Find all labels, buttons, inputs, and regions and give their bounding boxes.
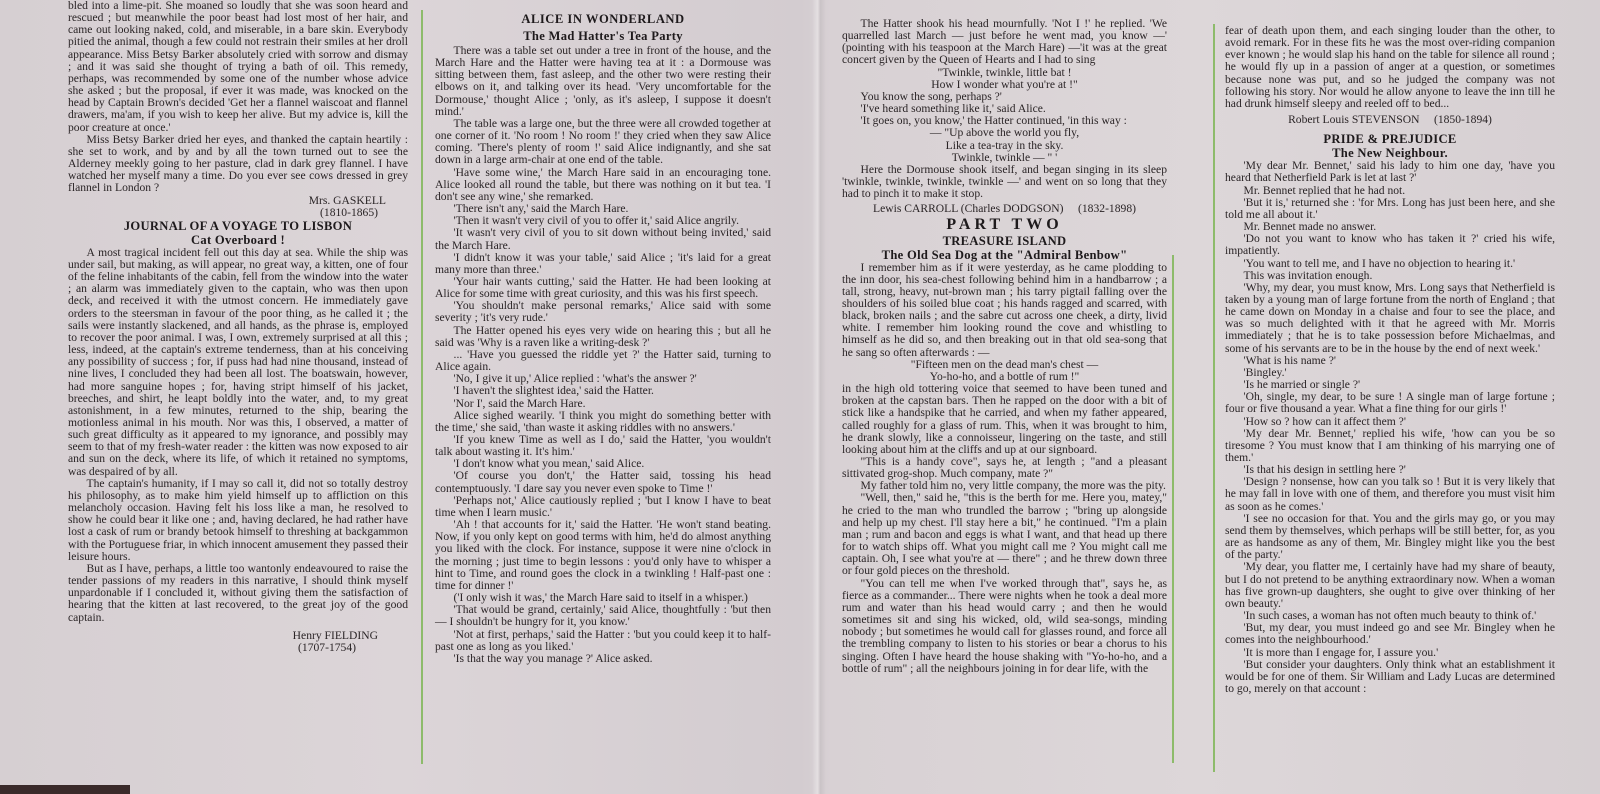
pride-prejudice-paragraph: 'Do not you want to know who has taken it ?' cried his wife, impatiently. <box>1225 232 1555 258</box>
alice-paragraph: Alice sighed wearily. 'I think you might do something better with the time,' she said, 'than waste it asking riddles with no answers.' <box>435 408 771 434</box>
section-title: TREASURE ISLAND <box>942 233 1067 248</box>
column-rule-right <box>1213 24 1215 772</box>
pride-prejudice-paragraph: 'But it is,' returned she : 'for Mrs. Long has just been here, and she told me all about it.' <box>1225 195 1555 221</box>
column-rule-left <box>421 10 423 764</box>
section-title: PRIDE & PREJUDICE <box>1323 132 1457 147</box>
alice-paragraph: The table was a large one, but the three were all crowded together at one corner of it. 'No room ! No room !' they cried when they saw Alice coming. 'There's plenty of room !' said Alice indignantly, and she sat down in a large arm-chair at one end of the table. <box>435 116 771 167</box>
alice-paragraph: 'Is that the way you manage ?' Alice asked. <box>453 651 653 665</box>
alice-paragraph: ('I only wish it was,' the March Hare said to itself in a whisper.) <box>453 591 748 605</box>
treasure-paragraph: "You can tell me when I've worked through that", says he, as fierce as a commander... There were nights when he took a deal more rum and water than his head would carry ; and then he would sometimes sit and sing his wicked, old, wild sea-songs, minding nobody ; but sometimes he would call for glasses round, and force all the trembling company to listen to his stories or bear a chorus to his singing. Often I have heard the house shaking with "Yo-ho-ho, and a bottle of rum" ; all the neighbours joining in for dear life, with the <box>842 576 1167 675</box>
pride-prejudice-paragraph: 'I see no occasion for that. You and the girls may go, or you may send them by themselves, which perhaps will be still better, for, as you are as handsome as any of them, Mr. Bingley might like you the best of the party.' <box>1225 511 1555 562</box>
verse-line: Twinkle, twinkle — " ' <box>951 150 1058 164</box>
section-subtitle: The New Neighbour. <box>1332 146 1448 161</box>
alice-paragraph: 'I haven't the slightest idea,' said the Hatter. <box>453 384 654 398</box>
alice-paragraph: ... 'Have you guessed the riddle yet ?' the Hatter said, turning to Alice again. <box>435 347 771 374</box>
alice-paragraph: 'Your hair wants cutting,' said the Hatter. He had been looking at Alice for some time with great curiosity, and this was his first speech. <box>435 274 771 301</box>
part-title: PART TWO <box>946 215 1063 233</box>
treasure-paragraph: fear of death upon them, and each singing louder than the other, to avoid remark. For in these fits he was the most over-riding companion ever known ; he would slap his hand on the table for silence all round ; he would fly up in a passion of anger at a question, or sometimes because none was put, and so he judged the company was not following his story. Nor would he allow anyone to leave the inn till he had drunk himself sleepy and reeled off to bed... <box>1225 24 1555 110</box>
treasure-paragraph: in the high old tottering voice that seemed to have been tuned and broken at the capstan bars. Then he rapped on the door with a bit of stick like a handspike that he carried, and when my father appeared, called roughly for a glass of rum. This, when it was brought to him, he drank slowly, like a connoisseur, lingering on the taste, and still looking about him at the cliffs and up at our signboard. <box>842 382 1167 456</box>
author-dates: (1707-1754) <box>298 640 356 654</box>
center-fold <box>812 0 826 794</box>
column-2 <box>435 12 771 665</box>
pride-prejudice-paragraph: 'My dear, you flatter me, I certainly have had my share of beauty, but I do not pretend to be anything extraordinary now. When a woman has five grown-up daughters, she ought to give over thinking of her own beauty.' <box>1225 560 1555 610</box>
pride-prejudice-paragraph: 'Oh, single, my dear, to be sure ! A single man of large fortune ; four or five thousand a year. What a fine thing for our girls !' <box>1225 390 1555 416</box>
alice-paragraph: 'Not at first, perhaps,' said the Hatter : 'but you could keep it to half-past one as long as you liked.' <box>435 627 771 653</box>
section-title: JOURNAL OF A VOYAGE TO LISBON <box>123 218 353 233</box>
alice-paragraph: 'Then it wasn't very civil of you to offer it,' said Alice angrily. <box>453 214 739 228</box>
pride-prejudice-paragraph: 'My dear Mr. Bennet,' replied his wife, 'how can you be so tiresome ? You must know that I am thinking of his marrying one of them.' <box>1225 426 1555 464</box>
pride-prejudice-paragraph: 'My dear Mr. Bennet,' said his lady to him one day, 'have you heard that Netherfield Park is let at last ?' <box>1225 159 1555 185</box>
background-edge <box>0 785 130 794</box>
alice-paragraph: 'Have some wine,' the March Hare said in an encouraging tone. Alice looked all round the table, but there was nothing on it but tea. 'I don't see any wine,' she remarked. <box>435 165 771 203</box>
author-signature: Henry FIELDING <box>292 628 378 642</box>
pride-prejudice-paragraph: 'What is his name ?' <box>1243 353 1336 367</box>
verse-line: Like a tea-tray in the sky. <box>945 138 1064 152</box>
pride-prejudice-paragraph: 'It is more than I engage for, I assure you.' <box>1243 645 1439 659</box>
section-title: ALICE IN WONDERLAND <box>521 12 685 26</box>
section-subtitle: The Old Sea Dog at the "Admiral Benbow" <box>881 247 1128 262</box>
verse-line: "Fifteen men on the dead man's chest — <box>910 357 1099 371</box>
pride-prejudice-paragraph: 'In such cases, a woman has not often much beauty to think of.' <box>1243 609 1537 623</box>
pride-prejudice-paragraph: 'Is he married or single ?' <box>1243 378 1361 392</box>
hatter-paragraph: You know the song, perhaps ?' <box>860 89 1002 103</box>
verse-line: Yo-ho-ho, and a bottle of rum !" <box>929 369 1080 383</box>
pride-prejudice-paragraph: This was invitation enough. <box>1243 268 1373 282</box>
alice-paragraph: 'That would be grand, certainly,' said Alice, thoughtfully : 'but then — I shouldn't be hungry for it, you know.' <box>435 603 771 629</box>
alice-paragraph: 'There isn't any,' said the March Hare. <box>453 202 629 216</box>
column-1 <box>68 0 408 654</box>
alice-paragraph: 'Ah ! that accounts for it,' said the Hatter. 'He won't stand beating. Now, if you only kept on good terms with him, he'd do almost anything you liked with the clock. For instance, suppose it were nine o'clock in the morning ; just time to begin lessons : you'd only have to whisper a hint to Time, and round goes the clock in a twinkling ! Half-past one : time for dinner !' <box>435 518 771 592</box>
alice-text <box>435 45 771 665</box>
pride-prejudice-paragraph: 'But consider your daughters. Only think what an establishment it would be for one of them. Sir William and Lady Lucas are determined to go, merely on that account : <box>1225 657 1555 695</box>
author-signature: Robert Louis STEVENSON (1850-1894) <box>1288 113 1492 127</box>
pride-prejudice-paragraph: 'Bingley.' <box>1243 365 1287 379</box>
pride-prejudice-paragraph: Mr. Bennet made no answer. <box>1243 220 1377 234</box>
verse-line: How I wonder what you're at !" <box>931 77 1078 91</box>
author-signature: Lewis CARROLL (Charles DODGSON) (1832-1898) <box>873 202 1136 216</box>
column-4 <box>1225 25 1555 695</box>
pride-prejudice-paragraph: 'Is that his design in settling here ?' <box>1243 463 1406 477</box>
section-subtitle: The Mad Hatter's Tea Party <box>523 29 683 43</box>
column-3 <box>842 18 1167 675</box>
gaskell-paragraph: Miss Betsy Barker dried her eyes, and thanked the captain heartily : she set to work, and by and by all the town turned out to see the Alderney meekly going to her pasture, clad in dark grey flannel. I have watched her myself many a time. Do you ever see cows dressed in grey flannel in London ? <box>68 132 408 195</box>
pride-prejudice-paragraph: 'You want to tell me, and I have no objection to hearing it.' <box>1243 256 1516 270</box>
pride-prejudice-paragraph: 'Why, my dear, you must know, Mrs. Long says that Netherfield is taken by a young man of large fortune from the north of England ; that he came down on Monday in a chaise and four to see the place, and was so much delighted with it that he agreed with Mr. Morris immediately ; that he is to take possession before Michaelmas, and some of his servants are to be in the house by the end of next week.' <box>1225 280 1555 355</box>
pride-prejudice-paragraph: Mr. Bennet replied that he had not. <box>1243 183 1406 197</box>
pride-prejudice-text <box>1225 160 1555 695</box>
hatter-paragraph: 'It goes on, you know,' the Hatter continued, 'in this way : <box>860 114 1127 128</box>
section-subtitle: Cat Overboard ! <box>190 232 286 247</box>
verse-line: — "Up above the world you fly, <box>929 126 1080 140</box>
column-rule-mid <box>1172 255 1174 763</box>
treasure-paragraph: My father told him no, very little company, the more was the pity. <box>860 479 1166 493</box>
author-dates: (1810-1865) <box>320 205 378 219</box>
lisbon-paragraph: A most tragical incident fell out this day at sea. While the ship was under sail, but making, as will appear, no great way, a kitten, one of four of the feline inhabitants of the cabin, fell from the window into the water ; an alarm was immediately given to the captain, who was then upon deck, and received it with the utmost concern. He immediately gave orders to the steersman in favour of the poor thing, as he called it ; the sails were instantly slackened, and all hands, as the phrase is, employed to recover the poor animal. I was, I own, extremely surprised at all this ; less, indeed, at the captain's extreme tenderness, than at his conceiving any possibility of success ; for, if puss had had nine thousand, instead of nine lives, I concluded they had been all lost. The boatswain, however, had more sanguine hopes ; for, having stript himself of his jacket, breeches, and shirt, he leapt boldly into the water, and, to my great astonishment, in a few minutes, returned to the ship, bearing the motionless animal in his mouth. Nor was this, I observed, a matter of such great difficulty as it appeared to my ignorance, and possibly may seem to that of my fresh-water reader : the kitten was now exposed to air and sun on the deck, where its life, of which it retained no symptoms, was despaired of by all. <box>68 245 408 478</box>
verse-line: "Twinkle, twinkle, little bat ! <box>937 65 1072 79</box>
lisbon-paragraph: But as I have, perhaps, a little too wantonly endeavoured to raise the tender passions of my readers in this narrative, I should think myself unpardonable if I concluded it, without giving them the satisfaction of hearing that the kitten at last recovered, to the great joy of the good captain. <box>68 561 408 624</box>
pride-prejudice-paragraph: 'But, my dear, you must indeed go and see Mr. Bingley when he comes into the neighbourhood.' <box>1225 621 1555 647</box>
dormouse-paragraph: Here the Dormouse shook itself, and began singing in its sleep 'twinkle, twinkle, twinkle, twinkle —' and went on so long that they had to pinch it to make it stop. <box>842 162 1167 201</box>
treasure-paragraph: "This is a handy cove", says he, at length ; "and a pleasant sittivated grog-shop. Much company, mate ?" <box>842 455 1167 481</box>
treasure-paragraph: "Well, then," said he, "this is the berth for me. Here you, matey," he cried to the man who trundled the barrow ; "bring up alongside and help up my chest. I'll stay here a bit," he continued. "I'm a plain man ; rum and bacon and eggs is what I want, and that head up there for to watch ships off. What you might call me ? You might call me captain. Oh, I see what you're at — there" ; and he threw down three or four gold pieces on the threshold. <box>842 491 1167 578</box>
treasure-paragraph: I remember him as if it were yesterday, as he came plodding to the inn door, his sea-chest following behind him in a handbarrow ; a tall, strong, heavy, nut-brown man ; his tarry pigtail falling over the shoulders of his soiled blue coat ; his hands ragged and scarred, with black, broken nails ; and the sabre cut across one cheek, a dirty, livid white. I remember him looking round the cove and whistling to himself as he did so, and then breaking out in that old sea-song that he sang so often afterwards : — <box>842 260 1167 359</box>
pride-prejudice-paragraph: 'Design ? nonsense, how can you talk so ! But it is very likely that he may fall in love with one of them, and therefore you must visit him as soon as he comes.' <box>1225 475 1555 513</box>
gaskell-paragraph: bled into a lime-pit. She moaned so loudly that she was soon heard and rescued ; but meanwhile the poor beast had lost most of her hair, and came out looking naked, cold, and miserable, in a bare skin. Everybody pitied the animal, though a few could not restrain their smiles at her droll appearance. Miss Betsy Barker absolutely cried with sorrow and dismay ; and it was said she thought of trying a bath of oil. This remedy, perhaps, was recommended by some one of the number whose advice she asked ; but the proposal, if ever it was made, was knocked on the head by Captain Brown's decided 'Get her a flannel waiscoat and flannel drawers, ma'am, if you wish to keep her alive. But my advice is, kill the poor creature at once.' <box>68 0 408 134</box>
alice-paragraph: 'No, I give it up,' Alice replied : 'what's the answer ?' <box>453 372 697 386</box>
alice-paragraph: 'I didn't know it was your table,' said Alice ; 'it's laid for a great many more than three.' <box>435 250 771 276</box>
hatter-paragraph: 'I've heard something like it,' said Alice. <box>860 102 1046 116</box>
alice-paragraph: The Hatter opened his eyes very wide on hearing this ; but all he said was 'Why is a raven like a writing-desk ?' <box>435 323 771 349</box>
hatter-paragraph: The Hatter shook his head mournfully. 'Not I !' he replied. 'We quarrelled last March — just before he went mad, you know —' (pointing with his teaspoon at the March Hare) —'it was at the great concert given by the Queen of Hearts and I had to sing <box>842 17 1167 67</box>
alice-paragraph: 'Nor I', said the March Hare. <box>453 396 586 410</box>
alice-paragraph: There was a table set out under a tree in front of the house, and the March Hare and the Hatter were having tea at it : a Dormouse was sitting between them, fast asleep, and the other two were resting their elbows on it, and talking over its head. 'Very uncomfortable for the Dormouse,' thought Alice ; 'only, as it's asleep, I suppose it doesn't mind.' <box>435 44 771 118</box>
alice-paragraph: 'Of course you don't,' the Hatter said, tossing his head contemptuously. 'I dare say you never even spoke to Time !' <box>435 469 771 495</box>
alice-paragraph: 'Perhaps not,' Alice cautiously replied ; 'but I know I have to beat time when I learn music.' <box>435 493 771 519</box>
author-signature: Mrs. GASKELL <box>308 193 386 207</box>
lisbon-paragraph: The captain's humanity, if I may so call it, did not so totally destroy his philosophy, as to make him yield himself up to affliction on this melancholy occasion. Having felt his loss like a man, he resolved to show he could bear it like one ; and, having declared, he had rather have lost a cask of rum or brandy betook himself to threshing at backgammon with the Portuguese friar, in which innocent amusement they passed their leisure hours. <box>68 476 408 563</box>
pride-prejudice-paragraph: 'How so ? how can it affect them ?' <box>1243 414 1406 428</box>
alice-paragraph: 'It wasn't very civil of you to sit down without being invited,' said the March Hare. <box>435 226 771 252</box>
alice-paragraph: 'If you knew Time as well as I do,' said the Hatter, 'you wouldn't talk about wasting it. It's him.' <box>435 433 771 459</box>
alice-paragraph: 'You shouldn't make personal remarks,' Alice said with some severity ; 'it's very rude.' <box>435 299 771 325</box>
alice-paragraph: 'I don't know what you mean,' said Alice. <box>453 457 645 471</box>
